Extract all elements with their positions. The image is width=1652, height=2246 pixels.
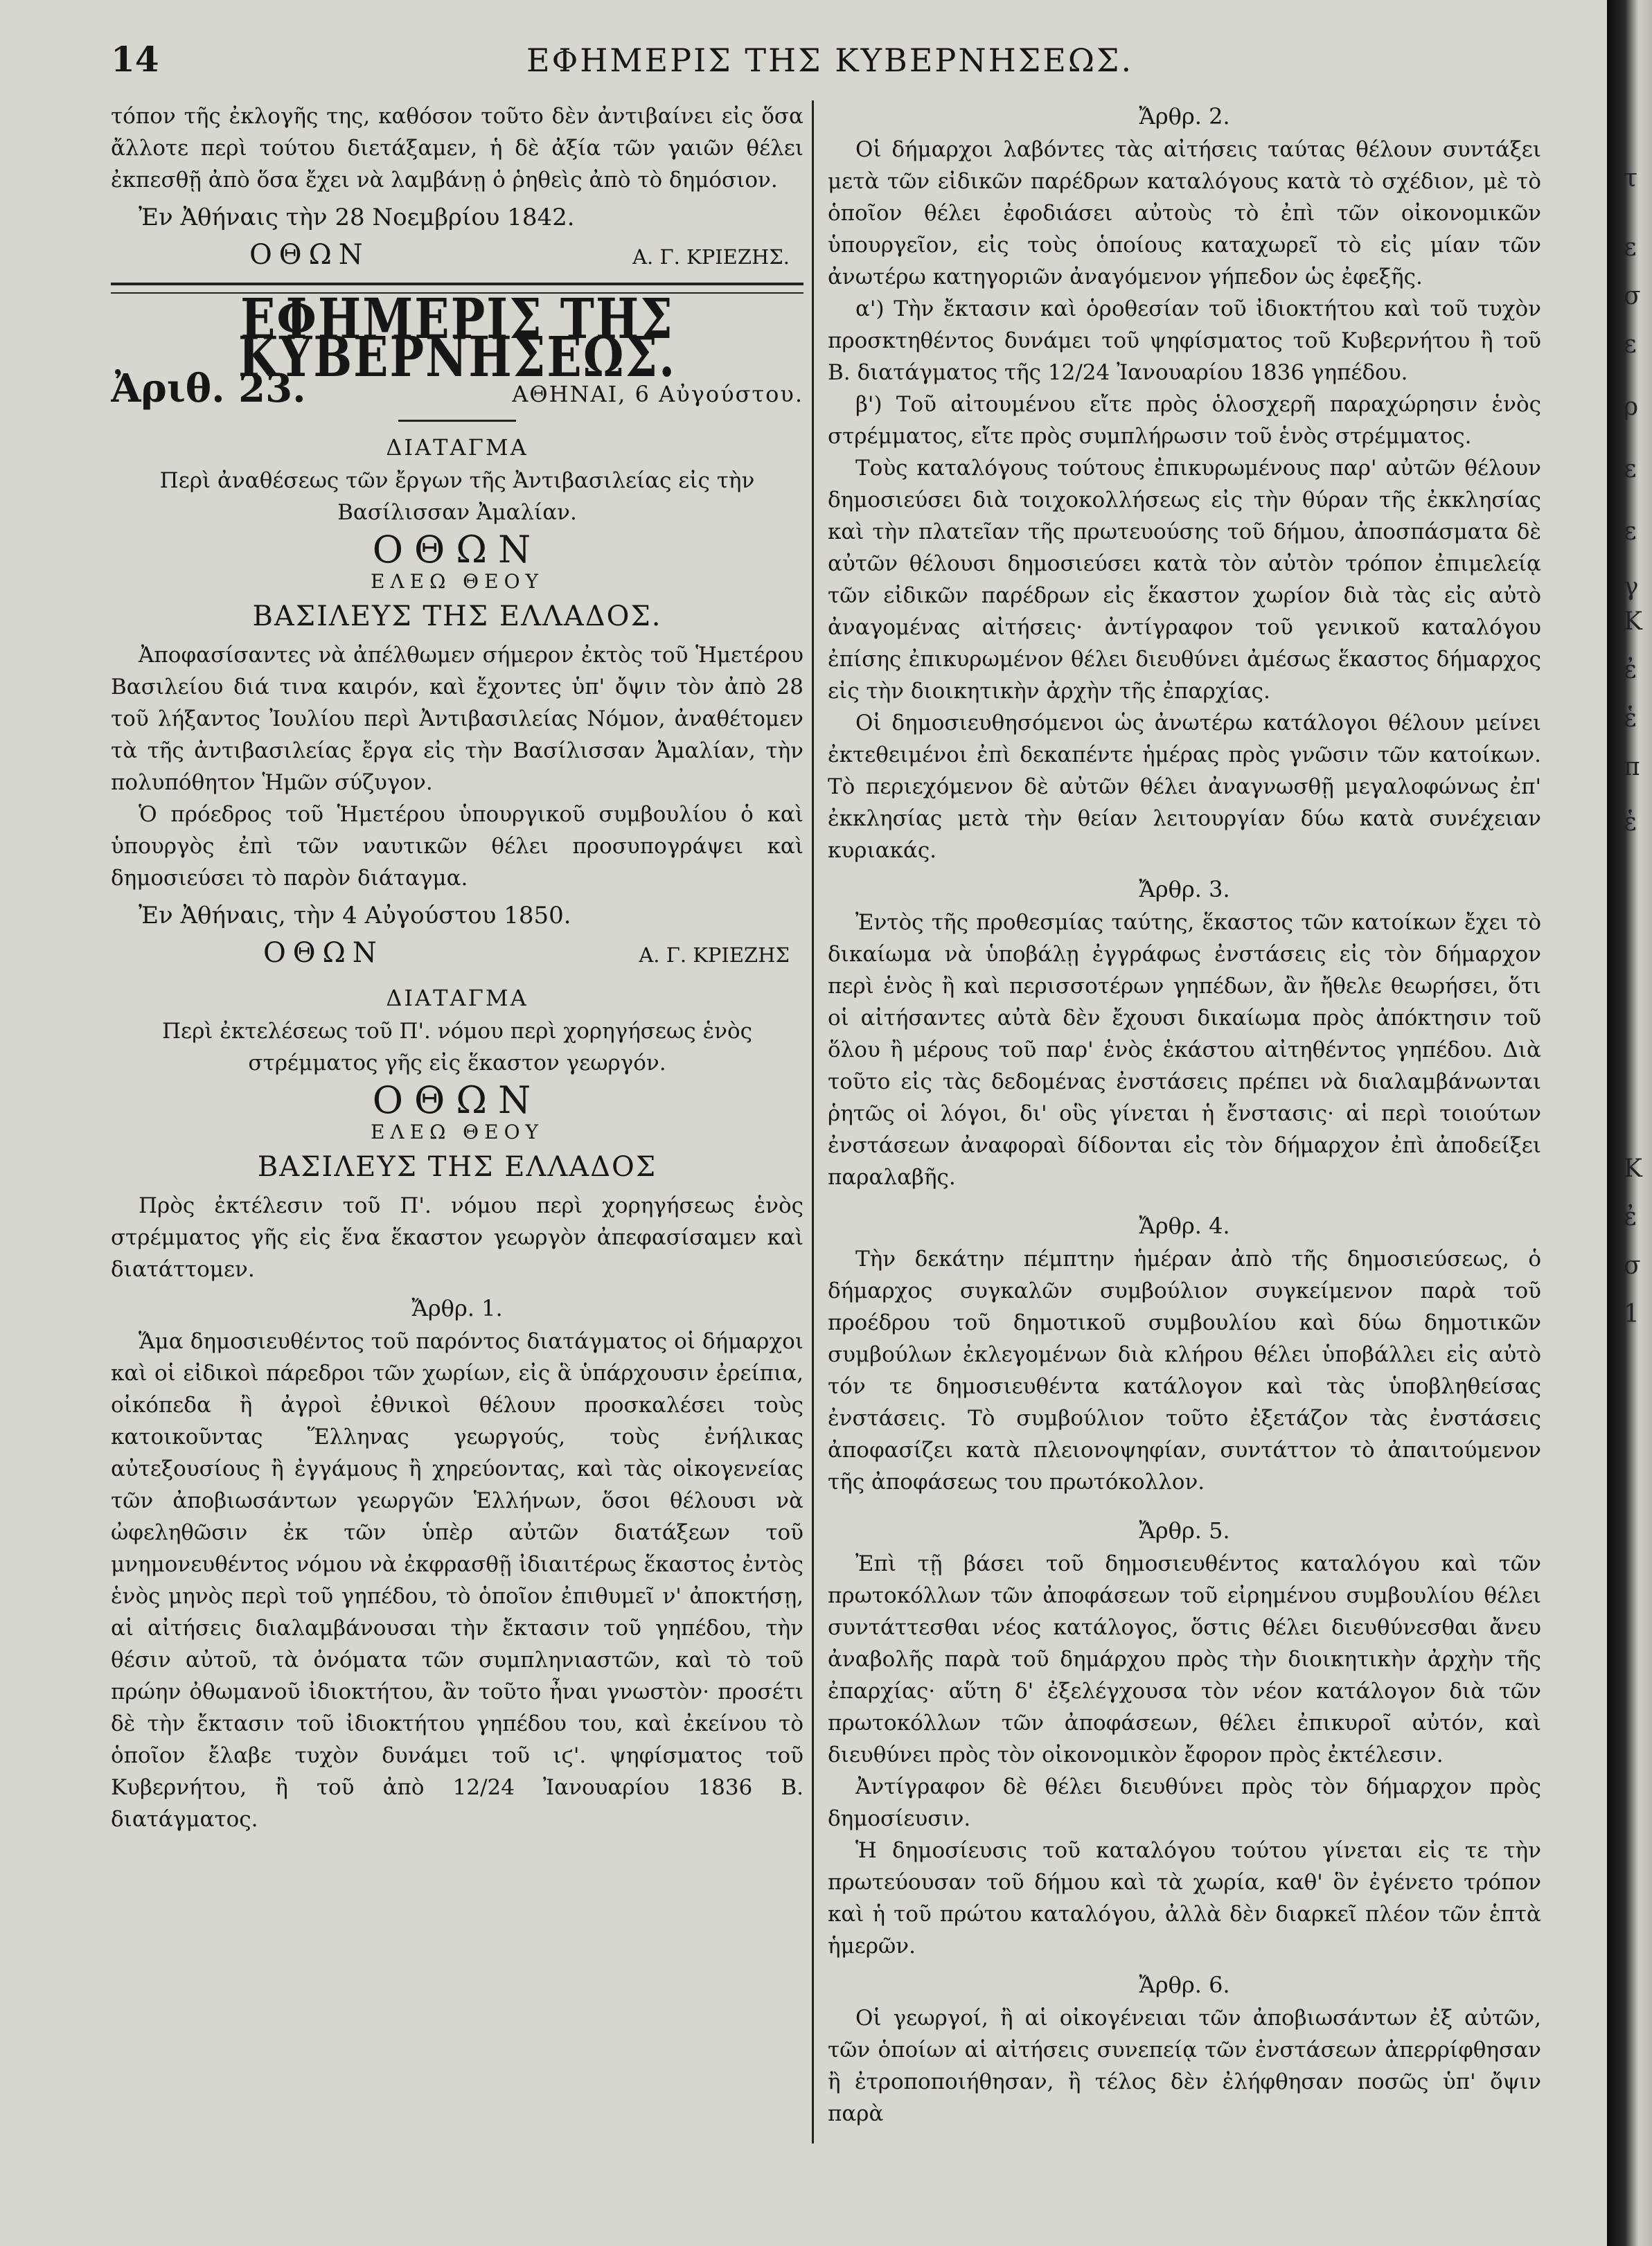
continued-text: τόπον τῆς ἐκλογῆς της, καθόσον τοῦτο δὲν ἀντιβαίνει εἰς ὅσα ἄλλοτε περὶ τούτου διετάξαμεν, ἡ δὲ ἀξία τῶν γαιῶν θέλει ἐκπεσθῇ ἀπὸ ὅσα ἔχει νὰ λαμβάνῃ ὁ ῥηθεὶς ἀπὸ τὸ δημόσιον. — [111, 104, 803, 193]
article-text: Ἐντὸς τῆς προθεσμίας ταύτης, ἕκαστος τῶν κατοίκων ἔχει τὸ δικαίωμα νὰ ὑποβάλῃ ἐγγράφως ἐνστάσεις εἰς τὸν δήμαρχον περὶ ἑνὸς ἢ καὶ περισσοτέρων γηπέδων, ἂν ἤθελε θεωρήσει, ὅτι οἱ αἰτήσαντες αὐτὰ δὲν ἔχουσι δικαίωμα πρὸς ἀπόκτησιν τοῦ ὅλου ἢ μέρους τοῦ παρ' ἑνὸς ἑκάστου αἰτηθέντος γηπέδου. Διὰ τοῦτο εἰς τὰς δεδομένας ἐνστάσεις πρέπει νὰ διαλαμβάνωνται ῥητῶς οἱ λόγοι, δι' οὓς γίνεται ἡ ἔνστασις· αἱ περὶ τοιούτων ἐνστάσεων ἀναφοραὶ δίδονται εἰς τὸν δήμαρχον ἐπὶ ἀποδείξει παραλαβῆς. — [828, 910, 1541, 1190]
edge-letter: γ — [1624, 573, 1639, 601]
royal-title: ΒΑΣΙΛΕΥΣ ΤΗΣ ΕΛΛΑΔΟΣ — [257, 1151, 657, 1183]
signature-block-1842 — [111, 239, 803, 273]
signature-minister: Α. Γ. ΚΡΙΕΖΗΣ. — [632, 245, 790, 269]
decree-title: ΔΙΑΤΑΓΜΑ — [386, 985, 529, 1011]
king-name: ΟΘΩΝ — [372, 1078, 542, 1122]
page-header — [111, 35, 1496, 90]
signature-king: ΟΘΩΝ — [263, 937, 384, 969]
decree-subject: Περὶ ἐκτελέσεως τοῦ Π'. νόμου περὶ χορηγήσεως ἑνὸς στρέμματος γῆς εἰς ἕκαστον γεωργόν. — [161, 1019, 752, 1076]
decree-intro: Πρὸς ἐκτέλεσιν τοῦ Π'. νόμου περὶ χορηγήσεως ἑνὸς στρέμματος γῆς εἰς ἕνα ἕκαστον γεωργὸν ἀπεφασίσαμεν καὶ διατάττομεν. — [111, 1193, 803, 1282]
edge-letter: Κ — [1624, 1155, 1642, 1183]
article-item: α') Τὴν ἔκτασιν καὶ ὁροθεσίαν τοῦ ἰδιοκτήτου καὶ τοῦ τυχὸν προσκτηθέντος δυνάμει τοῦ ψηφίσματος τοῦ Κυβερνήτου ἢ τοῦ Β. διατάγματος τῆς 12/24 Ἰανουαρίου 1836 γηπέδου. — [828, 296, 1541, 385]
edge-letter: ε — [1624, 455, 1637, 483]
edge-letter: ἑ — [1624, 704, 1637, 733]
edge-letter: 1 — [1624, 1300, 1640, 1328]
article-heading: Ἄρθρ. 6. — [1139, 1972, 1230, 1998]
article-heading: Ἄρθρ. 4. — [1139, 1213, 1230, 1239]
article-text: Τοὺς καταλόγους τούτους ἐπικυρωμένους παρ' αὐτῶν θέλουν δημοσιεύσει διὰ τοιχοκολλήσεως εἰς τὴν θύραν τῆς ἐκκλησίας καὶ τὴν πλατεῖαν τῆς πρωτευούσης τοῦ δήμου, ἀποσπάσματα δὲ αὐτῶν θέλουσι δημοσιεύσει κατὰ τὸν αὐτὸν τρόπον ἐπιμελείᾳ τῶν εἰδικῶν παρέδρων εἰς ἕκαστον χωρίον διὰ τὰς εἰς αὐτὸ ἀναγομένας αἰτήσεις· ἀντίγραφον τοῦ γενικοῦ καταλόγου ἐπίσης ἐπικυρωμένον θέλει διευθύνει ἀμέσως ἕκαστος δήμαρχος εἰς τὴν διοικητικὴν ἀρχὴν τῆς ἐπαρχίας. — [828, 456, 1541, 704]
signature-minister: Α. Γ. ΚΡΙΕΖΗΣ — [639, 943, 790, 967]
article-text: Ἀντίγραφον δὲ θέλει διευθύνει πρὸς τὸν δήμαρχον πρὸς δημοσίευσιν. — [828, 1774, 1541, 1831]
issue-masthead: ΕΦΗΜΕΡΙΣ ΤΗΣ ΚΥΒΕΡΝΗΣΕΩΣ. — [238, 286, 677, 390]
decree-title: ΔΙΑΤΑΓΜΑ — [386, 434, 529, 461]
king-name: ΟΘΩΝ — [372, 528, 542, 571]
edge-letter: ε — [1624, 517, 1637, 546]
article-item: β') Τοῦ αἰτουμένου εἴτε πρὸς ὁλοσχερῆ παραχώρησιν ἑνὸς στρέμματος, εἴτε πρὸς συμπλήρωσιν τοῦ ἑνὸς στρέμματος. — [828, 392, 1541, 449]
left-column — [111, 100, 803, 2220]
edge-letter: ε — [1624, 233, 1637, 262]
page-number: 14 — [111, 39, 159, 80]
edge-letter: σ — [1624, 282, 1641, 310]
edge-letter: π — [1624, 753, 1640, 781]
edge-letter: ἐ — [1624, 656, 1637, 684]
edge-letter: ε — [1624, 330, 1637, 359]
article-text: Οἱ γεωργοί, ἢ αἱ οἰκογένειαι τῶν ἀποβιωσάντων ἐξ αὐτῶν, τῶν ὁποίων αἱ αἰτήσεις συνεπείᾳ τῶν ἐνστάσεων ἀπερρίφθησαν ἢ ἐτροποποιήθησαν, ἢ τέλος δὲν ἐλήφθησαν ποσῶς ὑπ' ὄψιν παρὰ — [828, 2006, 1541, 2126]
article-text: Ἐπὶ τῇ βάσει τοῦ δημοσιευθέντος καταλόγου καὶ τῶν πρωτοκόλλων τῶν ἀποφάσεων τοῦ εἰρημένου συμβουλίου θέλει συντάττεσθαι νέος κατάλογος, ὅστις θέλει διευθύνεσθαι ἄνευ ἀναβολῆς παρὰ τοῦ δημάρχου πρὸς τὴν διοικητικὴν ἀρχὴν τῆς ἐπαρχίας· αὕτη δ' ἐξελέγχουσα τὸν νέον κατάλογον διὰ τῶν πρωτοκόλλων τῶν ἀποφάσεων, θέλει ἐπικυροῖ αὐτόν, καὶ διευθύνει πρὸς τὸν οἰκονομικὸν ἔφορον πρὸς ἐκτέλεσιν. — [828, 1551, 1541, 1767]
article-text: Ἡ δημοσίευσις τοῦ καταλόγου τούτου γίνεται εἰς τε τὴν πρωτεύουσαν τοῦ δήμου καὶ τὰ χωρία, καθ' ὃν ἐγένετο τρόπον καὶ ἡ τοῦ πρώτου καταλόγου, ἀλλὰ δὲν διαρκεῖ πλέον τῶν ἑπτὰ ἡμερῶν. — [828, 1838, 1541, 1959]
edge-letter: ἑ — [1624, 808, 1637, 837]
decree-date-1842: Ἐν Ἀθήναις τὴν 28 Νοεμβρίου 1842. — [139, 204, 575, 231]
adjacent-page-edge — [1621, 0, 1652, 2246]
decree-subject: Περὶ ἀναθέσεως τῶν ἔργων τῆς Ἀντιβασιλείας εἰς τὴν Βασίλισσαν Ἀμαλίαν. — [159, 468, 755, 525]
running-title: ΕΦΗΜΕΡΙΣ ΤΗΣ ΚΥΒΕΡΝΗΣΕΩΣ. — [526, 42, 1134, 79]
article-text: Οἱ δήμαρχοι λαβόντες τὰς αἰτήσεις ταύτας θέλουν συντάξει μετὰ τῶν εἰδικῶν παρέδρων καταλόγους κατὰ τὸ σχέδιον, μὲ τὸ ὁποῖον θέλει ἐφοδιάσει αὐτοὺς τὸ ἐπὶ τῶν οἰκονομικῶν ὑπουργεῖον, εἰς τοὺς ὁποίους καταχωρεῖ τὸ εἰς μίαν τῶν ἀνωτέρω κατηγοριῶν ἀναγόμενον γήπεδον ὡς ἐφεξῆς. — [828, 137, 1541, 289]
edge-letter: τ — [1624, 164, 1637, 193]
by-grace-of-god: ΕΛΕΩ ΘΕΟΥ — [370, 570, 544, 593]
article-heading: Ἄρθρ. 5. — [1139, 1517, 1230, 1544]
signature-king: ΟΘΩΝ — [249, 239, 370, 271]
right-column — [828, 100, 1541, 2220]
article-heading: Ἄρθρ. 1. — [411, 1295, 503, 1321]
article-heading: Ἄρθρ. 2. — [1139, 103, 1230, 130]
decree-paragraph: Ὁ πρόεδρος τοῦ Ἡμετέρου ὑπουργικοῦ συμβουλίου ὁ καὶ ὑπουργὸς ἐπὶ τῶν ναυτικῶν θέλει προσυπογράψει καὶ δημοσιεύσει τὸ παρὸν διάταγμα. — [111, 802, 803, 891]
edge-letter: ρ — [1624, 393, 1639, 421]
article-heading: Ἄρθρ. 3. — [1139, 876, 1230, 902]
edge-letter: ἐ — [1624, 1203, 1637, 1231]
royal-title: ΒΑΣΙΛΕΥΣ ΤΗΣ ΕΛΛΑΔΟΣ. — [252, 600, 662, 632]
by-grace-of-god: ΕΛΕΩ ΘΕΟΥ — [370, 1121, 544, 1143]
edge-letter: σ — [1624, 1251, 1641, 1280]
article-text: Ἅμα δημοσιευθέντος τοῦ παρόντος διατάγματος οἱ δήμαρχοι καὶ οἱ εἰδικοὶ πάρεδροι τῶν χωρίων, εἰς ἃ ὑπάρχουσιν ἐρείπια, οἰκόπεδα ἢ ἀγροὶ ἐθνικοὶ θέλουν προσκαλέσει τοὺς κατοικοῦντας Ἕλληνας γεωργούς, τοὺς ἐνήλικας αὐτεξουσίους ἢ ἐγγάμους ἢ χηρεύοντας, καὶ τὰς οἰκογενείας τῶν ἀποβιωσάντων γεωργῶν Ἑλλήνων, ὅσοι θέλουσι νὰ ὠφεληθῶσιν ἐκ τῶν ὑπὲρ αὐτῶν διατάξεων τοῦ μνημονευθέντος νόμου νὰ ἐκφρασθῇ ἰδιαιτέρως ἕκαστος ἐντὸς ἑνὸς μηνὸς περὶ τοῦ γηπέδου, τὸ ὁποῖον ἐπιθυμεῖ ν' ἀποκτήσῃ, αἱ αἰτήσεις διαλαμβάνουσαι τὴν ἔκτασιν τοῦ γηπέδου, τὴν θέσιν αὐτοῦ, τὰ ὀνόματα τῶν συμπληνιαστῶν, καὶ τὸ τοῦ πρώην ὀθωμανοῦ ἰδιοκτήτου, ἂν τοῦτο ἦναι γνωστὸν· προσέτι δὲ τὴν ἔκτασιν τοῦ ἰδιοκτήτου γηπέδου του, καὶ ἐκείνου τὸ ὁποῖον ἔλαβε τυχὸν δυνάμει τοῦ ιϛ'. ψηφίσματος τοῦ Κυβερνήτου, ἢ τοῦ ἀπὸ 12/24 Ἰανουαρίου 1836 Β. διατάγματος. — [111, 1329, 803, 1832]
article-text: Οἱ δημοσιευθησόμενοι ὡς ἀνωτέρω κατάλογοι θέλουν μείνει ἐκτεθειμένοι ἐπὶ δεκαπέντε ἡμέρας πρὸς γνῶσιν τῶν κατοίκων. Τὸ περιεχόμενον δὲ αὐτῶν θέλει ἀναγνωσθῇ μεγαλοφώνως ἐπ' ἐκκλησίας μετὰ τὴν θείαν λειτουργίαν δύω κατὰ συνέχειαν κυριακάς. — [828, 711, 1541, 863]
issue-number: Ἀριθ. 23. — [111, 366, 306, 411]
decree-paragraph: Ἀποφασίσαντες νὰ ἀπέλθωμεν σήμερον ἐκτὸς τοῦ Ἡμετέρου Βασιλείου διά τινα καιρόν, καὶ ἔχοντες ὑπ' ὄψιν τὸν ἀπὸ 28 τοῦ λήξαντος Ἰουλίου περὶ Ἀντιβασιλείας Νόμον, ἀναθέτομεν τὰ τῆς ἀντιβασιλείας ἔργα εἰς τὴν Βασίλισσαν Ἀμαλίαν, τὴν πολυπόθητον Ἡμῶν σύζυγον. — [111, 643, 803, 795]
place-date: ΑΘΗΝΑΙ, 6 Αὐγούστου. — [512, 381, 803, 407]
article-text: Τὴν δεκάτην πέμπτην ἡμέραν ἀπὸ τῆς δημοσιεύσεως, ὁ δήμαρχος συγκαλῶν συμβούλιον συγκείμενον παρὰ τοῦ προέδρου τοῦ δημοτικοῦ συμβουλίου καὶ δύω δημοτικῶν συμβούλων ἐκλεγομένων διὰ κλήρου θέλει ὑποβάλλει εἰς αὐτὸ τόν τε δημοσιευθέντα κατάλογον καὶ τὰς ὑποβληθείσας ἐνστάσεις. Τὸ συμβούλιον τοῦτο ἐξετάζον τὰς ἐνστάσεις ἀποφασίζει κατὰ πλειονοψηφίαν, συντάττον τὸ ἀπαιτούμενον τῆς ἀποφάσεως του πρωτόκολλον. — [828, 1247, 1541, 1495]
signature-block-1850 — [111, 937, 803, 971]
short-divider — [398, 420, 516, 422]
edge-letter: Κ — [1624, 607, 1642, 636]
decree-date-1850: Ἐν Ἀθήναις, τὴν 4 Αὐγούστου 1850. — [139, 902, 571, 929]
column-rule — [812, 100, 814, 2143]
